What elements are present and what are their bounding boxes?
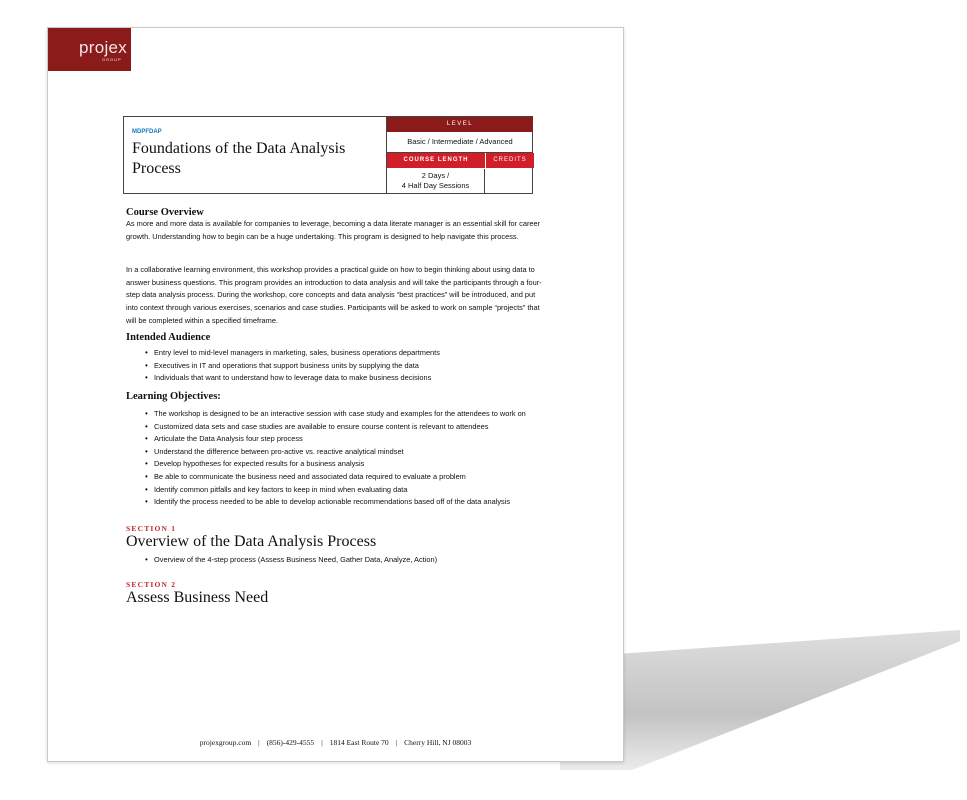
overview-paragraph-1: As more and more data is available for companies to leverage, becoming a data literate manager is an essential skill for career growth. Understanding how to begin can be a huge undertaking. This program is designed to help navigate this process. [126, 219, 541, 241]
course-info-table [386, 117, 533, 193]
footer-city: Cherry Hill, NJ 08003 [404, 738, 472, 747]
audience-list [126, 347, 546, 385]
course-length-value [387, 169, 485, 193]
list-item: • Executives in IT and operations that support business units by supplying the data [145, 360, 546, 373]
list-item: • Identify the process needed to be able to develop actionable recommendations based off of the data analysis [145, 496, 546, 509]
length-line-2: 4 Half Day Sessions [401, 181, 470, 190]
length-line-1: 2 Days / [421, 171, 450, 180]
level-value: Basic / Intermediate / Advanced [387, 132, 533, 153]
list-item: • The workshop is designed to be an interactive session with case study and examples for the attendees to work on [145, 408, 546, 421]
list-item: • Develop hypotheses for expected results for a business analysis [145, 458, 546, 471]
list-item: • Understand the difference between pro-active vs. reactive analytical mindset [145, 446, 546, 459]
list-item: • Be able to communicate the business need and associated data required to evaluate a problem [145, 471, 546, 484]
overview-heading: Course Overview [126, 207, 204, 218]
course-title: Foundations of the Data Analysis Process [132, 140, 346, 177]
list-item: • Individuals that want to understand how to leverage data to make business decisions [145, 372, 546, 385]
logo-subtext: GROUP [102, 57, 122, 62]
list-item: • Entry level to mid-level managers in marketing, sales, business operations departments [145, 347, 546, 360]
audience-heading: Intended Audience [126, 332, 211, 344]
course-header-box [123, 116, 533, 194]
section-1-label: SECTION 1 [126, 523, 177, 533]
section-1-list [126, 554, 546, 567]
section-2-title: Assess Business Need [126, 589, 269, 607]
list-item: • Identify common pitfalls and key factors to keep in mind when evaluating data [145, 484, 546, 497]
overview-paragraph-2: In a collaborative learning environment, this workshop provides a practical guide on how to begin thinking about using data to answer business questions. This program provides an introduction to data analysis and will take the participants through a four-step data analysis process. During the workshop, core concepts and data analysis “best practices” will be introduced, and put into context through various exercises, scenarios and case studies. Participants will be asked to work on sample “projects” that will be completed within a specified timeframe. [126, 265, 542, 325]
section-1-title: Overview of the Data Analysis Process [126, 532, 377, 550]
list-item: • Articulate the Data Analysis four step process [145, 433, 546, 446]
list-item: • Overview of the 4-step process (Assess Business Need, Gather Data, Analyze, Action) [145, 554, 546, 567]
section-2-label: SECTION 2 [126, 580, 177, 590]
page-footer: projexgroup.com | (856)-429-4555 | 1814 East Route 70 | Cherry Hill, NJ 08003 [199, 738, 472, 747]
document-body [126, 207, 546, 607]
credits-label: CREDITS [485, 153, 534, 168]
objectives-list [126, 408, 546, 509]
course-code: MDPFDAP [132, 129, 162, 135]
level-label: LEVEL [387, 117, 533, 132]
footer-website[interactable]: projexgroup.com [199, 738, 252, 747]
objectives-heading: Learning Objectives: [126, 390, 221, 402]
course-length-label: COURSE LENGTH [387, 153, 485, 168]
logo-text: projex [79, 38, 128, 57]
credits-value [485, 169, 533, 193]
document-page [47, 27, 624, 762]
footer-phone: (856)-429-4555 [266, 738, 315, 747]
projex-logo [48, 28, 131, 71]
footer-address: 1814 East Route 70 [329, 738, 389, 747]
list-item: • Customized data sets and case studies are available to ensure course content is relevant to attendees [145, 421, 546, 434]
